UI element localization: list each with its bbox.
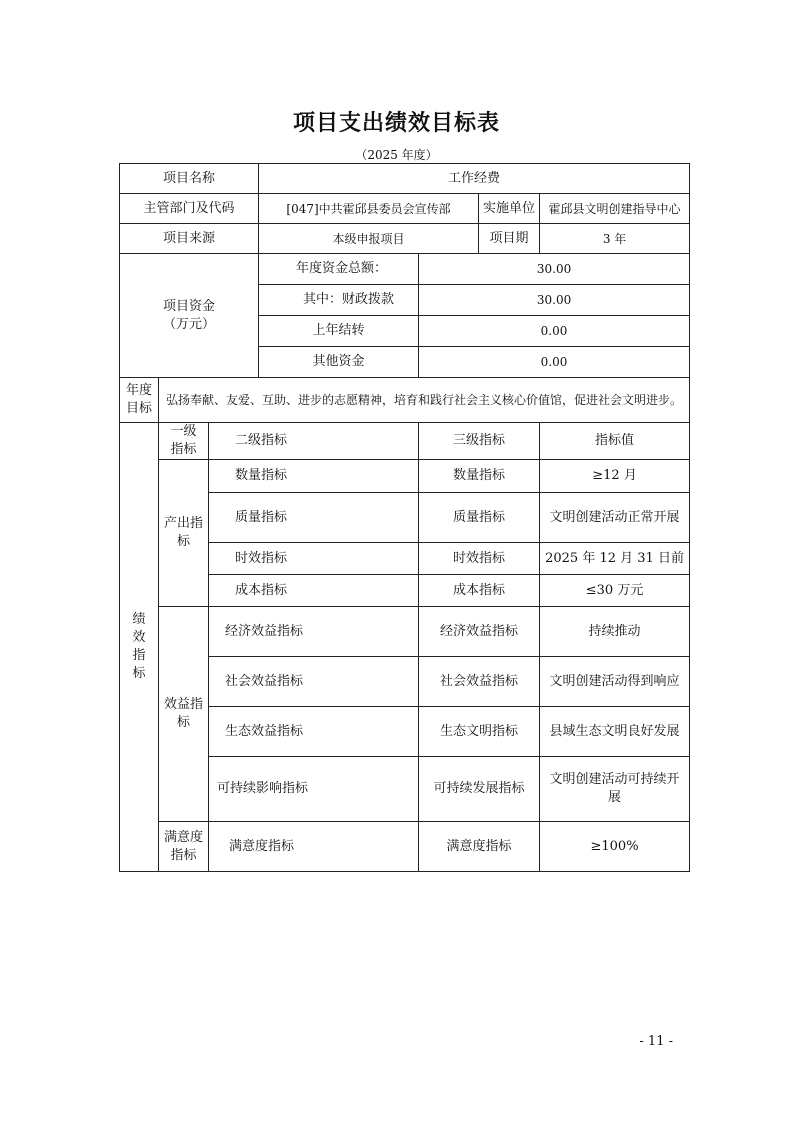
value-cell: 县域生态文明良好发展 xyxy=(540,707,690,757)
output-label-line2: 标 xyxy=(176,534,190,549)
fiscal-year: （2025 年度） xyxy=(355,148,438,162)
satisfaction-label-line2: 指标 xyxy=(170,847,197,863)
level2-header: 二级指标 xyxy=(209,423,419,460)
value-cell: 文明创建活动得到响应 xyxy=(540,657,690,707)
funds-other-label: 其他资金 xyxy=(259,347,419,378)
funds-total-value: 30.00 xyxy=(419,254,690,285)
value-cell: 文明创建活动正常开展 xyxy=(540,493,690,543)
table-row xyxy=(120,460,690,493)
satisfaction-label-line1: 满意度 xyxy=(163,829,203,845)
level3-cell: 可持续发展指标 xyxy=(419,757,540,822)
benefit-label-line2: 标 xyxy=(176,715,190,730)
implementing-unit-value: 霍邱县文明创建指导中心 xyxy=(540,194,690,224)
annual-goal-label-line1: 年度 xyxy=(125,383,152,398)
level2-cell: 经济效益指标 xyxy=(209,607,419,657)
level3-cell: 满意度指标 xyxy=(419,822,540,872)
performance-target-table xyxy=(119,163,690,872)
benefit-label-line1: 效益指 xyxy=(163,697,203,712)
source-value: 本级申报项目 xyxy=(259,224,479,254)
level3-cell: 质量指标 xyxy=(419,493,540,543)
table-row xyxy=(120,607,690,657)
value-cell: 2025 年 12 月 31 日前 xyxy=(540,543,690,575)
annual-goal-row xyxy=(120,378,690,423)
page-title: 项目支出绩效目标表 xyxy=(292,110,500,136)
value-cell: ≥100% xyxy=(540,822,690,872)
level3-cell: 时效指标 xyxy=(419,543,540,575)
level2-cell: 生态效益指标 xyxy=(209,707,419,757)
funds-carryover-value: 0.00 xyxy=(419,316,690,347)
value-cell: 持续推动 xyxy=(540,607,690,657)
level3-cell: 成本指标 xyxy=(419,575,540,607)
page-number: - 11 - xyxy=(639,1034,673,1049)
indicators-section-label xyxy=(120,423,159,872)
annual-goal-label-line2: 目标 xyxy=(125,401,152,416)
indicators-section-char: 效 xyxy=(132,630,146,645)
level2-cell: 时效指标 xyxy=(209,543,419,575)
project-name-row xyxy=(120,164,690,194)
level2-cell: 质量指标 xyxy=(209,493,419,543)
level3-cell: 数量指标 xyxy=(419,460,540,493)
funds-label-line2: （万元） xyxy=(163,316,216,332)
level3-cell: 经济效益指标 xyxy=(419,607,540,657)
benefit-indicator-label xyxy=(159,607,209,822)
output-indicator-label xyxy=(159,460,209,607)
table-row xyxy=(120,822,690,872)
level2-cell: 满意度指标 xyxy=(209,822,419,872)
level2-cell: 社会效益指标 xyxy=(209,657,419,707)
level3-cell: 社会效益指标 xyxy=(419,657,540,707)
value-cell: ≥12 月 xyxy=(540,460,690,493)
level1-header-line1: 一级 xyxy=(170,424,197,439)
indicator-header-row xyxy=(120,423,690,460)
indicators-section-char: 绩 xyxy=(132,612,146,627)
source-label: 项目来源 xyxy=(120,224,259,254)
level2-cell: 可持续影响指标 xyxy=(209,757,419,822)
funds-fiscal-value: 30.00 xyxy=(419,285,690,316)
funds-other-value: 0.00 xyxy=(419,347,690,378)
funds-fiscal-label: 其中：财政拨款 xyxy=(259,285,419,316)
annual-goal-label xyxy=(120,378,159,423)
department-row xyxy=(120,194,690,224)
project-name-label: 项目名称 xyxy=(120,164,259,194)
level1-header xyxy=(159,423,209,460)
value-cell: 文明创建活动可持续开展 xyxy=(540,757,690,822)
level3-cell: 生态文明指标 xyxy=(419,707,540,757)
funds-label-line1: 项目资金 xyxy=(163,298,216,314)
level1-header-line2: 指标 xyxy=(170,442,197,457)
output-label-line1: 产出指 xyxy=(163,516,203,531)
funds-row xyxy=(120,254,690,285)
level3-header: 三级指标 xyxy=(419,423,540,460)
department-label: 主管部门及代码 xyxy=(120,194,259,224)
funds-total-label: 年度资金总额： xyxy=(259,254,419,285)
funds-label xyxy=(120,254,259,378)
period-label: 项目期 xyxy=(479,224,540,254)
indicators-section-char: 指 xyxy=(132,648,146,663)
source-row xyxy=(120,224,690,254)
annual-goal-text: 弘扬奉献、友爱、互助、进步的志愿精神，培育和践行社会主义核心价值馆，促进社会文明进步。 xyxy=(159,378,690,423)
indicators-section-char: 标 xyxy=(132,666,146,681)
funds-carryover-label: 上年结转 xyxy=(259,316,419,347)
satisfaction-indicator-label xyxy=(159,822,209,872)
project-name-value: 工作经费 xyxy=(259,164,690,194)
period-value: 3 年 xyxy=(540,224,690,254)
value-header: 指标值 xyxy=(540,423,690,460)
implementing-unit-label: 实施单位 xyxy=(479,194,540,224)
value-cell: ≤30 万元 xyxy=(540,575,690,607)
level2-cell: 成本指标 xyxy=(209,575,419,607)
department-value: [047]中共霍邱县委员会宣传部 xyxy=(259,194,479,224)
level2-cell: 数量指标 xyxy=(209,460,419,493)
